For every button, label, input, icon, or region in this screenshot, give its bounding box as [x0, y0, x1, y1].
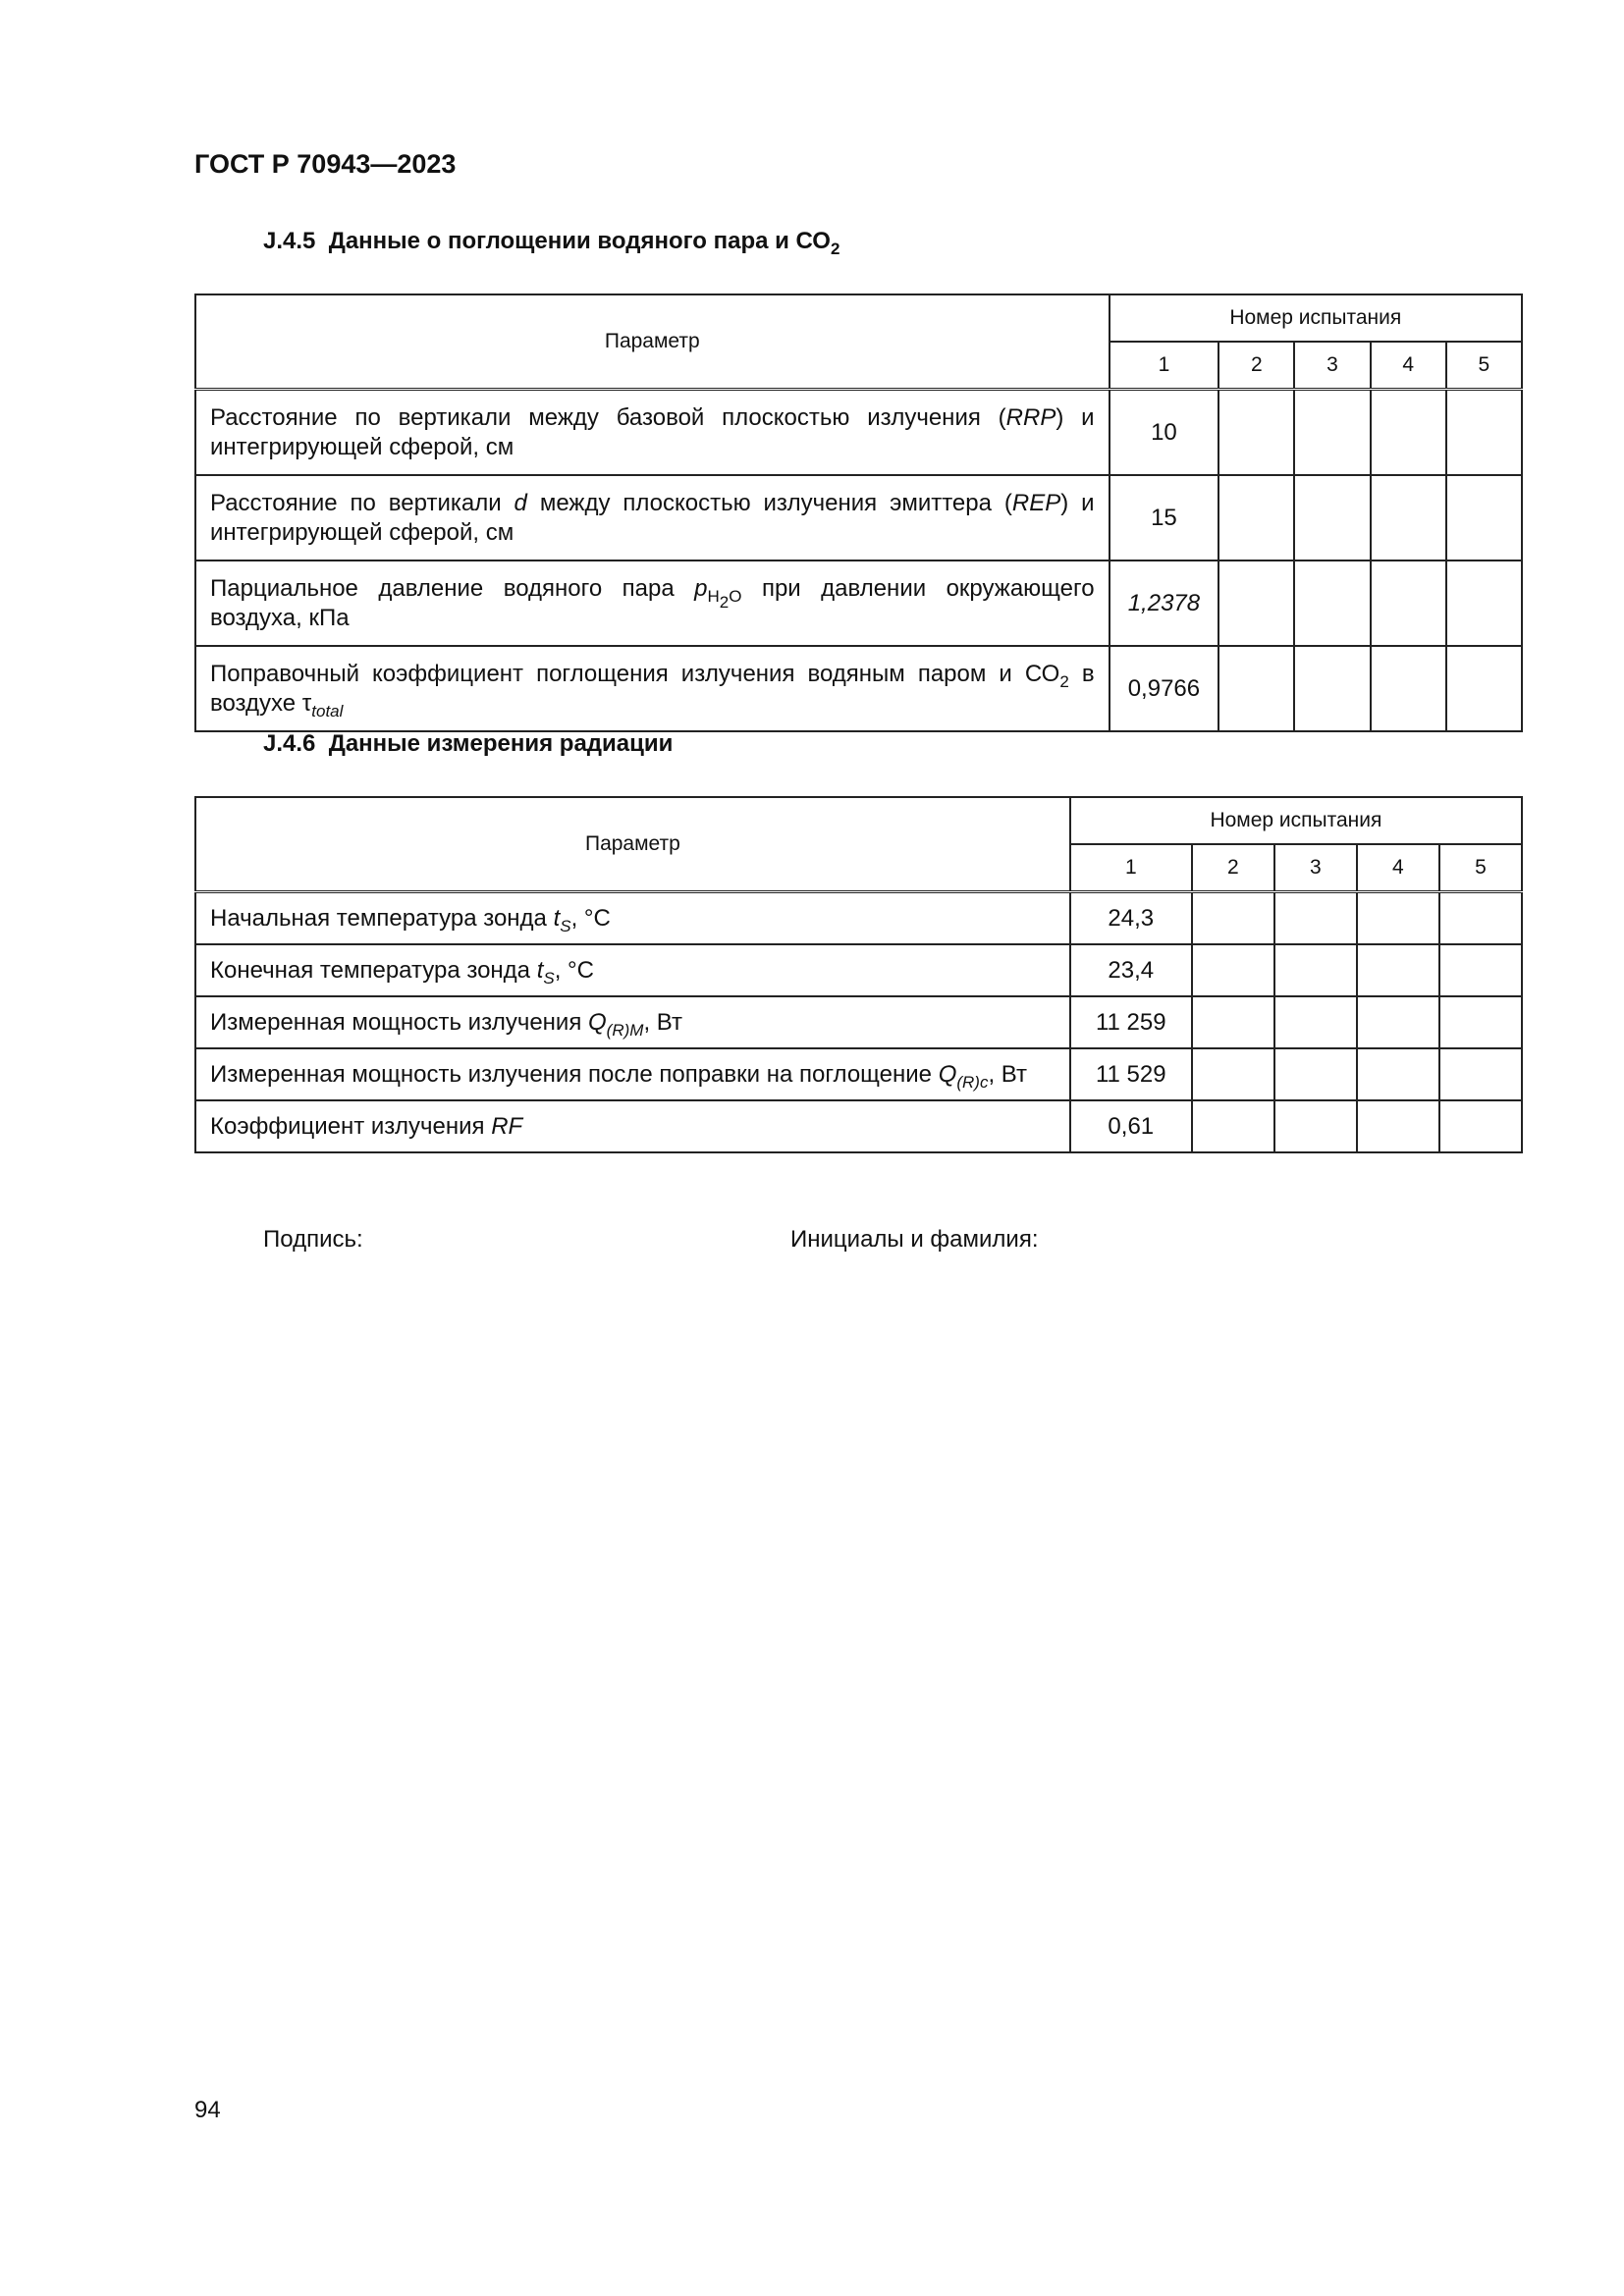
value-cell-test-4 — [1357, 892, 1439, 945]
parameter-cell: Расстояние по вертикали между базовой плоскостью излучения (RRP) и интегрирующей сферой, см — [195, 390, 1110, 476]
value-cell-test-1: 24,3 — [1070, 892, 1192, 945]
parameter-cell: Измеренная мощность излучения после поправки на поглощение $Q_{(R)c}$, Вт — [195, 1048, 1070, 1100]
value-cell-test-4 — [1371, 475, 1446, 561]
table-row — [195, 996, 1522, 1048]
test-number-2: 2 — [1218, 342, 1294, 390]
table-row — [195, 390, 1522, 476]
value-cell-test-1: 11 529 — [1070, 1048, 1192, 1100]
value-cell-test-4 — [1371, 390, 1446, 476]
value-cell-test-3 — [1294, 475, 1370, 561]
value-cell-test-5 — [1446, 561, 1522, 646]
section-title-radiation — [263, 730, 673, 758]
value-cell-test-4 — [1357, 1048, 1439, 1100]
value-cell-test-3 — [1274, 944, 1357, 996]
value-cell-test-3 — [1274, 1048, 1357, 1100]
value-cell-test-5 — [1446, 475, 1522, 561]
value-cell-test-2 — [1218, 390, 1294, 476]
parameter-column-header: Параметр — [195, 797, 1070, 892]
value-cell-test-5 — [1439, 1100, 1522, 1152]
table-row — [195, 892, 1522, 945]
signature-label: Подпись: — [263, 1226, 363, 1253]
parameter-cell: Начальная температура зонда $t_S$, °С — [195, 892, 1070, 945]
test-number-1: 1 — [1110, 342, 1219, 390]
section-number: J.4.5 — [263, 228, 316, 254]
value-cell-test-2 — [1192, 892, 1274, 945]
value-cell-test-5 — [1446, 646, 1522, 731]
parameter-column-header: Параметр — [195, 294, 1110, 390]
value-cell-test-3 — [1294, 646, 1370, 731]
value-cell-test-1: 15 — [1110, 475, 1219, 561]
value-cell-test-4 — [1357, 944, 1439, 996]
value-cell-test-2 — [1192, 996, 1274, 1048]
value-cell-test-1: 23,4 — [1070, 944, 1192, 996]
value-cell-test-4 — [1357, 996, 1439, 1048]
value-cell-test-4 — [1371, 561, 1446, 646]
value-cell-test-3 — [1274, 892, 1357, 945]
subscript-2: 2 — [830, 240, 840, 258]
parameter-cell: Конечная температура зонда $t_S$, °С — [195, 944, 1070, 996]
parameter-cell: Поправочный коэффициент поглощения излучения водяным паром и $СО_2$ в воздухе $\tau_{total}$ — [195, 646, 1110, 731]
value-cell-test-2 — [1218, 646, 1294, 731]
test-number-header: Номер испытания — [1070, 797, 1522, 844]
table-row — [195, 944, 1522, 996]
value-cell-test-5 — [1439, 996, 1522, 1048]
test-number-3: 3 — [1274, 844, 1357, 892]
value-cell-test-4 — [1357, 1100, 1439, 1152]
section-number: J.4.6 — [263, 730, 316, 757]
document-header: ГОСТ Р 70943—2023 — [194, 149, 457, 179]
table-row — [195, 1100, 1522, 1152]
section-title-text: Данные измерения радиации — [328, 730, 674, 757]
initials-label: Инициалы и фамилия: — [790, 1226, 1039, 1253]
value-cell-test-1: 0,61 — [1070, 1100, 1192, 1152]
value-cell-test-3 — [1274, 996, 1357, 1048]
value-cell-test-5 — [1439, 892, 1522, 945]
table-row — [195, 475, 1522, 561]
parameter-cell: Коэффициент излучения RF — [195, 1100, 1070, 1152]
parameter-cell: Расстояние по вертикали d между плоскостью излучения эмиттера (REP) и интегрирующей сферой, см — [195, 475, 1110, 561]
page-number: 94 — [194, 2097, 221, 2123]
value-cell-test-5 — [1439, 1048, 1522, 1100]
value-cell-test-1: 1,2378 — [1110, 561, 1219, 646]
parameter-cell: Парциальное давление водяного пара $p_{H_2O}$ при давлении окружающего воздуха, кПа — [195, 561, 1110, 646]
parameter-cell: Измеренная мощность излучения $Q_{(R)M}$, Вт — [195, 996, 1070, 1048]
table-row — [195, 561, 1522, 646]
value-cell-test-5 — [1439, 944, 1522, 996]
value-cell-test-2 — [1218, 475, 1294, 561]
test-number-4: 4 — [1357, 844, 1439, 892]
test-number-1: 1 — [1070, 844, 1192, 892]
value-cell-test-1: 0,9766 — [1110, 646, 1219, 731]
value-cell-test-3 — [1294, 561, 1370, 646]
value-cell-test-3 — [1294, 390, 1370, 476]
value-cell-test-1: 11 259 — [1070, 996, 1192, 1048]
section-title-water-vapor — [263, 228, 840, 258]
value-cell-test-2 — [1192, 944, 1274, 996]
water-vapor-absorption-table — [194, 294, 1523, 732]
value-cell-test-2 — [1192, 1100, 1274, 1152]
test-number-4: 4 — [1371, 342, 1446, 390]
test-number-3: 3 — [1294, 342, 1370, 390]
value-cell-test-2 — [1218, 561, 1294, 646]
value-cell-test-1: 10 — [1110, 390, 1219, 476]
value-cell-test-5 — [1446, 390, 1522, 476]
test-number-5: 5 — [1446, 342, 1522, 390]
test-number-2: 2 — [1192, 844, 1274, 892]
test-number-5: 5 — [1439, 844, 1522, 892]
test-number-header: Номер испытания — [1110, 294, 1522, 342]
section-title-text: Данные о поглощении водяного пара и СО — [328, 228, 831, 254]
radiation-measurement-table — [194, 796, 1523, 1153]
value-cell-test-3 — [1274, 1100, 1357, 1152]
value-cell-test-2 — [1192, 1048, 1274, 1100]
value-cell-test-4 — [1371, 646, 1446, 731]
table-row — [195, 646, 1522, 731]
table-row — [195, 1048, 1522, 1100]
